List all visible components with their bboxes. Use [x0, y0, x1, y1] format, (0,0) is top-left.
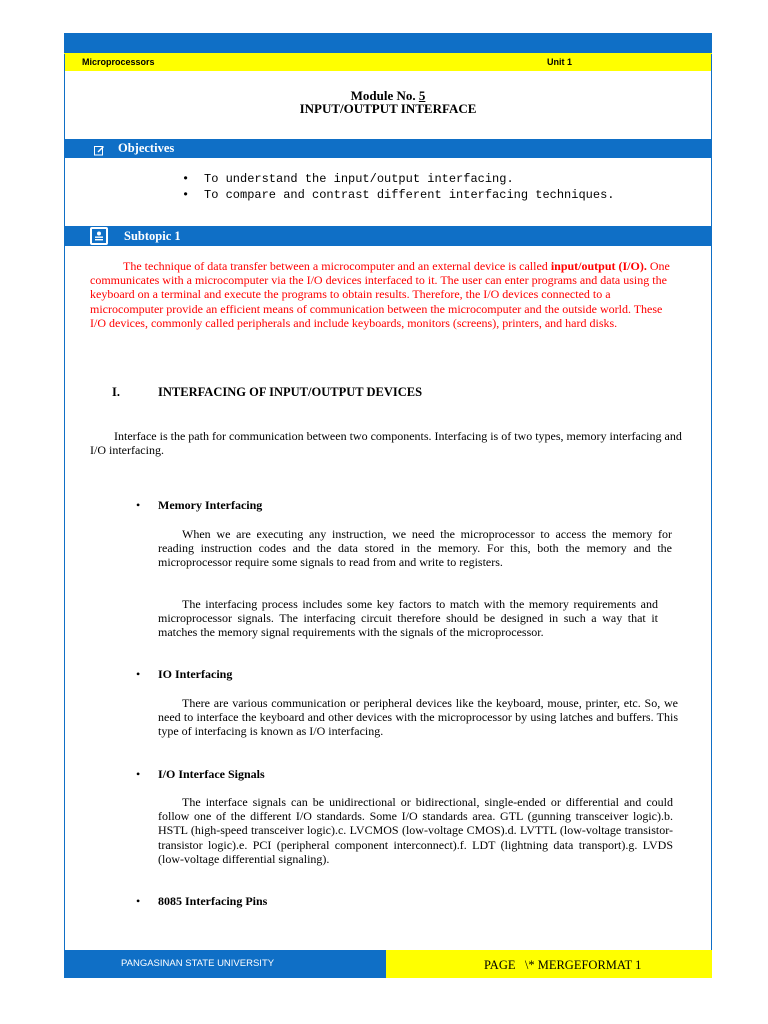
signals-paragraph: The interface signals can be unidirectional or bidirectional, single-ended or differential and could follow one of the different I/O standards. Some I/O standards area. GTL (gunning transceiver logic).b. HSTL (high-speed transceiver logic).c. LVCMOS (low-voltage CMOS).d. LVTTL (low-voltage transistor-transistor logic).e. PCI (peripheral component interconnect).f. LDT (lightning data transport).g. LVDS (low-voltage differential signaling).: [158, 795, 673, 866]
module-prefix: Module No.: [350, 88, 416, 103]
memory-paragraph: The interfacing process includes some key factors to match with the memory requirements and microprocessor signals. The interfacing circuit therefore should be designed in such a way that it matches the memory signal requirements with the signals of the microprocessor.: [158, 597, 658, 640]
footer-page-field: PAGE \* MERGEFORMAT 1: [484, 958, 642, 972]
document-icon: [90, 227, 108, 245]
intro-paragraph: The technique of data transfer between a microcomputer and an external device is called input/output (I/O). One communicates with a microcomputer via the I/O devices interfaced to it. The user can enter programs and data using the keyboard on a terminal and execute the programs to obtain results. Therefore, the I/O devices connected to a microcomputer provide an efficient means of communication between the microcomputer and the outside world. These I/O devices, commonly called peripherals and include keyboards, monitors (screens), printers, and hard disks.: [90, 259, 670, 330]
memory-paragraph: When we are executing any instruction, we need the microprocessor to access the memory for reading instruction codes and the data stored in the memory. For this, both the memory and the microprocessor require some signals to read from and write to registers.: [158, 527, 672, 570]
module-subtitle: INPUT/OUTPUT INTERFACE: [299, 101, 477, 116]
footer-page-band: [386, 950, 712, 978]
interface-paragraph: Interface is the path for communication between two components. Interfacing is of two types, memory interfacing and I/O interfacing.: [90, 429, 682, 458]
bullet-io-interfacing: IO Interfacing: [158, 667, 233, 681]
intro-term: input/output (I/O).: [550, 259, 647, 273]
footer-university-band: [64, 950, 386, 978]
footer-university: PANGASINAN STATE UNIVERSITY: [121, 958, 275, 969]
section-number: I.: [112, 385, 120, 399]
objectives-label: Objectives: [118, 141, 175, 155]
bullet-memory-interfacing: Memory Interfacing: [158, 498, 263, 512]
header-unit: Unit 1: [547, 57, 573, 67]
header-blue-band: [64, 33, 712, 53]
bullet-dot: •: [136, 498, 141, 512]
io-paragraph: There are various communication or peripheral devices like the keyboard, mouse, printer, etc. So, we need to interface the keyboard and other devices with the microprocessor by using latches and buffers. This type of interfacing is known as I/O interfacing.: [158, 696, 678, 739]
header-course: Microprocessors: [82, 57, 155, 67]
section-heading: INTERFACING OF INPUT/OUTPUT DEVICES: [158, 385, 423, 399]
objectives-band: [64, 139, 712, 158]
bullet-dot: •: [136, 767, 141, 781]
subtopic-band: [64, 226, 712, 246]
edit-icon: [94, 143, 105, 154]
module-number: 5: [418, 88, 426, 103]
bullet-8085-interfacing-pins: 8085 Interfacing Pins: [158, 894, 268, 908]
bullet-dot: •: [136, 667, 141, 681]
bullet-io-interface-signals: I/O Interface Signals: [158, 767, 265, 781]
bullet-dot: •: [136, 894, 141, 908]
subtopic-label: Subtopic 1: [124, 229, 181, 243]
